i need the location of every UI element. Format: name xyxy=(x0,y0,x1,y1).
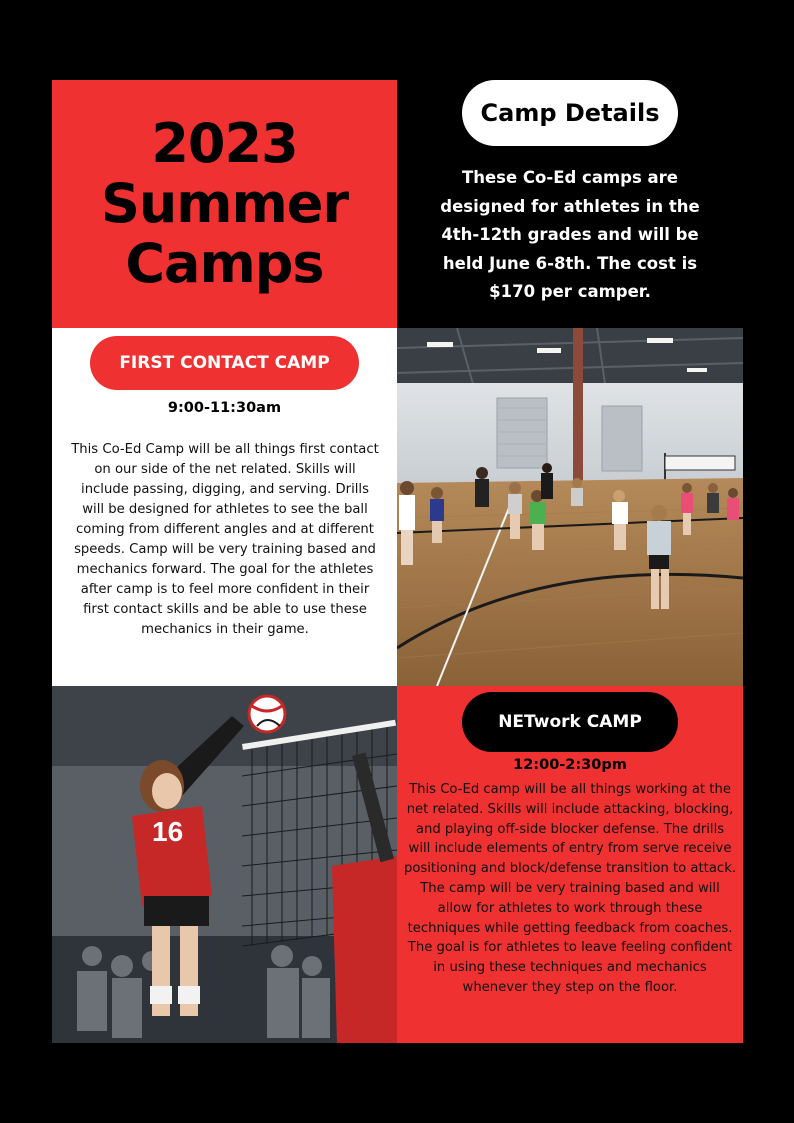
title-summer: Summer xyxy=(100,172,349,235)
player-at-net-photo xyxy=(52,686,397,1043)
first-contact-description: This Co-Ed Camp will be all things first contact on our side of the net related. Skills will include passing, digging, and serving. Drills will be designed for athletes to see the ball coming from different angles and at different speeds. Camp will be very training based and mechanics forward. The goal for the athletes after camp is to feel more confident in their first contact skills and be able to use these mechanics in their game. xyxy=(71,442,379,637)
title-block xyxy=(52,80,397,328)
first-contact-heading: FIRST CONTACT CAMP xyxy=(90,336,359,390)
title-camps: Camps xyxy=(125,232,324,295)
first-contact-time: 9:00-11:30am xyxy=(167,400,282,416)
svg-text:16: 16 xyxy=(152,816,184,847)
network-description: This Co-Ed camp will be all things working at the net related. Skills will include attacking, blocking, and playing off-side blocker defense. The drills will include elements of entry from serve receive positioning and block/defense transition to attack. The camp will be very training based and will allow for athletes to work through these techniques while getting feedback from coaches. The goal is for athletes to leave feeling confident in using these techniques and mechanics whenever they step on the floor. xyxy=(403,782,737,995)
network-time: 12:00-2:30pm xyxy=(513,757,627,773)
gym-practice-photo xyxy=(397,328,743,686)
network-heading: NETwork CAMP xyxy=(462,692,678,752)
camp-details-text: These Co-Ed camps are designed for athletes in the 4th-12th grades and will be held June 6-8th. The cost is $170 per camper. xyxy=(440,168,700,301)
title-year: 2023 xyxy=(151,112,298,175)
camp-details-heading: Camp Details xyxy=(462,80,678,146)
